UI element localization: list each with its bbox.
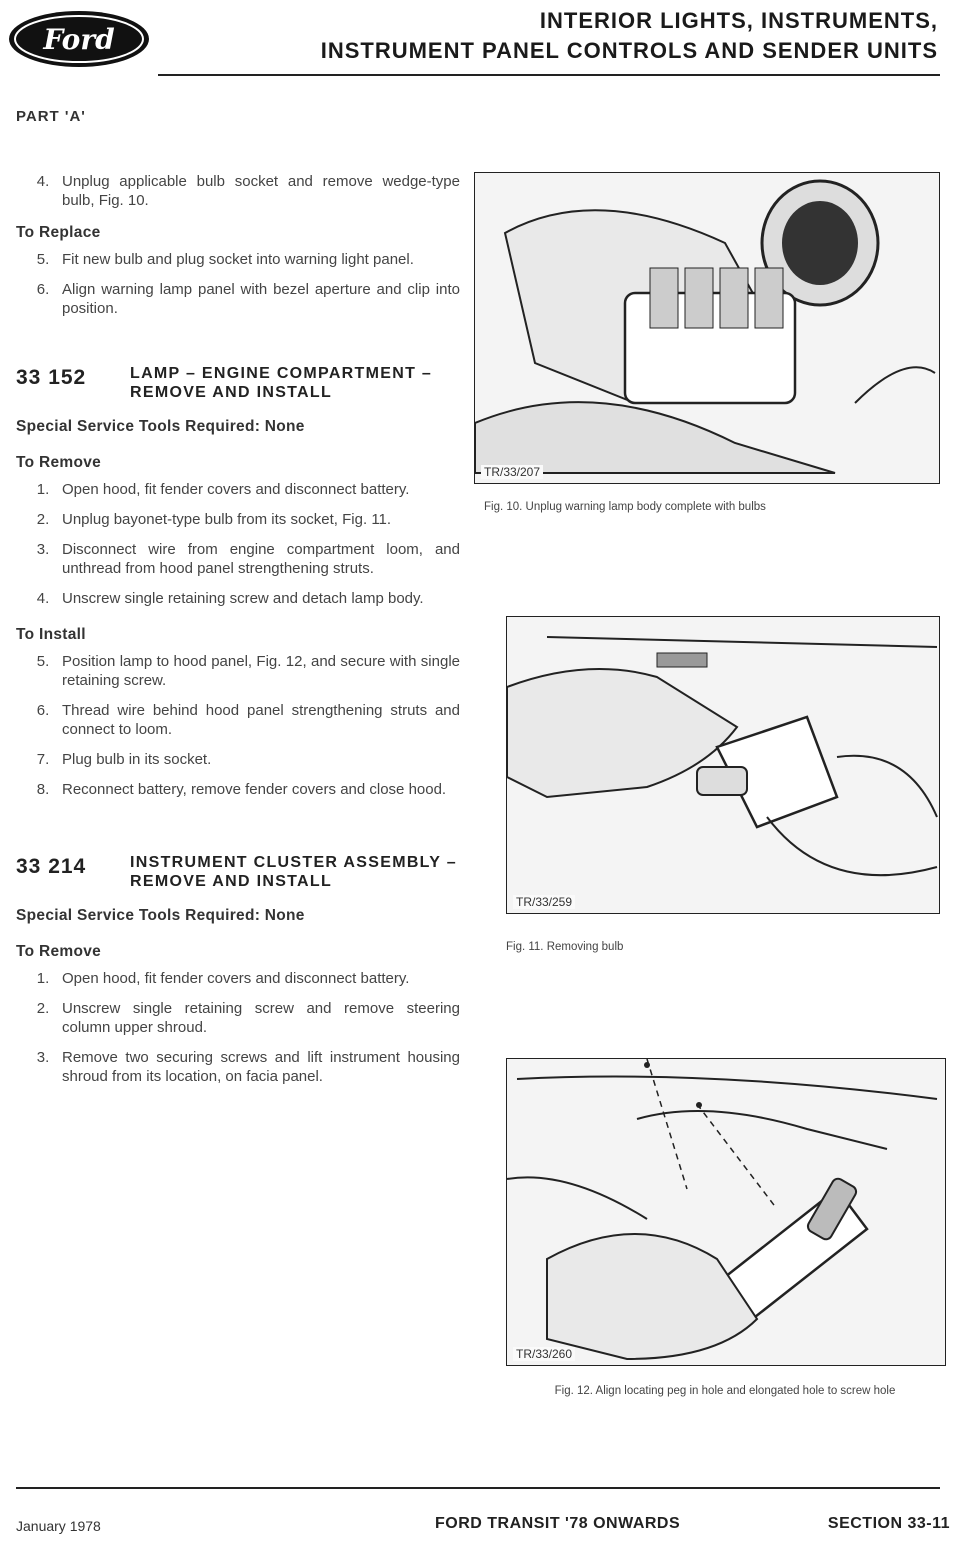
step-number: 4. [36,590,50,607]
header-rule [158,74,940,76]
footer-date: January 1978 [16,1518,101,1534]
step-number: 6. [36,281,50,298]
list-item [16,999,460,1037]
list-item [16,589,460,608]
list-item [16,780,460,799]
step-text: Plug bulb in its socket. [62,751,212,768]
figure-code: TR/33/260 [513,1347,575,1361]
list-item [16,750,460,769]
step-text: Open hood, fit fender covers and disconnect battery. [62,481,410,498]
figure-11-illustration [506,616,940,914]
ford-logo [6,8,152,70]
list-item [16,250,460,269]
step-text: Reconnect battery, remove fender covers and close hood. [62,781,447,798]
page-header [321,6,938,66]
step-text: Align warning lamp panel with bezel aperture and clip into position. [62,281,460,317]
step-number: 1. [36,970,50,987]
step-text: Fit new bulb and plug socket into warning light panel. [62,251,414,268]
figure-code: TR/33/259 [513,895,575,909]
figure-10-illustration [474,172,940,484]
step-number: 8. [36,781,50,798]
list-item [16,480,460,499]
list-item [16,969,460,988]
replace-heading: To Replace [16,224,101,241]
step-text: Unscrew single retaining screw and remove steering column upper shroud. [62,1000,460,1036]
special-tools-note: Special Service Tools Required: None [16,907,305,924]
step-number: 3. [36,541,50,558]
figure-10-caption: Fig. 10. Unplug warning lamp body complete with bulbs [484,501,766,513]
step-text: Unplug bayonet-type bulb from its socket, Fig. 11. [62,511,392,528]
figure-code: TR/33/207 [481,465,543,479]
list-item [16,280,460,318]
special-tools-note: Special Service Tools Required: None [16,418,305,435]
step-number: 6. [36,702,50,719]
operation-code: 33 152 [16,366,87,389]
part-label: PART 'A' [16,108,86,125]
list-item [16,701,460,739]
operation-title: INSTRUMENT CLUSTER ASSEMBLY – REMOVE AND INSTALL [130,854,457,890]
step-number: 3. [36,1049,50,1066]
step-text: Position lamp to hood panel, Fig. 12, and secure with single retaining screw. [62,653,460,689]
header-title-line2: INSTRUMENT PANEL CONTROLS AND SENDER UNITS [320,38,938,63]
list-item [16,1048,460,1086]
list-item [16,652,460,690]
figure-11-caption: Fig. 11. Removing bulb [506,941,624,953]
ford-logo-text: Ford [43,23,115,56]
step-number: 5. [36,251,50,268]
step-number: 1. [36,481,50,498]
step-text: Unplug applicable bulb socket and remove wedge-type bulb, Fig. 10. [62,173,460,209]
operation-code: 33 214 [16,855,87,878]
footer-rule [16,1487,940,1489]
step-number: 2. [36,511,50,528]
list-item [16,172,460,210]
operation-33-152-heading [16,364,460,402]
step-text: Thread wire behind hood panel strengthening struts and connect to loom. [62,702,460,738]
step-number: 4. [36,173,50,190]
step-text: Open hood, fit fender covers and disconnect battery. [62,970,410,987]
step-number: 7. [36,751,50,768]
footer-publication: FORD TRANSIT '78 ONWARDS [435,1515,681,1532]
install-heading: To Install [16,626,86,643]
figure-12-illustration [506,1058,946,1366]
step-text: Disconnect wire from engine compartment loom, and unthread from hood panel strengthening struts. [62,541,460,577]
left-column [16,172,460,1097]
remove-heading: To Remove [16,943,102,960]
step-text: Remove two securing screws and lift instrument housing shroud from its location, on facia panel. [62,1049,460,1085]
step-number: 2. [36,1000,50,1017]
step-text: Unscrew single retaining screw and detach lamp body. [62,590,424,607]
step-number: 5. [36,653,50,670]
list-item [16,510,460,529]
list-item [16,540,460,578]
footer-section: SECTION 33-11 [827,1515,950,1532]
remove-heading: To Remove [16,454,102,471]
figure-12-caption: Fig. 12. Align locating peg in hole and elongated hole to screw hole [554,1385,896,1397]
operation-title: LAMP – ENGINE COMPARTMENT – REMOVE AND INSTALL [130,365,433,401]
header-title-line1: INTERIOR LIGHTS, INSTRUMENTS, [539,8,938,33]
operation-33-214-heading [16,853,460,891]
